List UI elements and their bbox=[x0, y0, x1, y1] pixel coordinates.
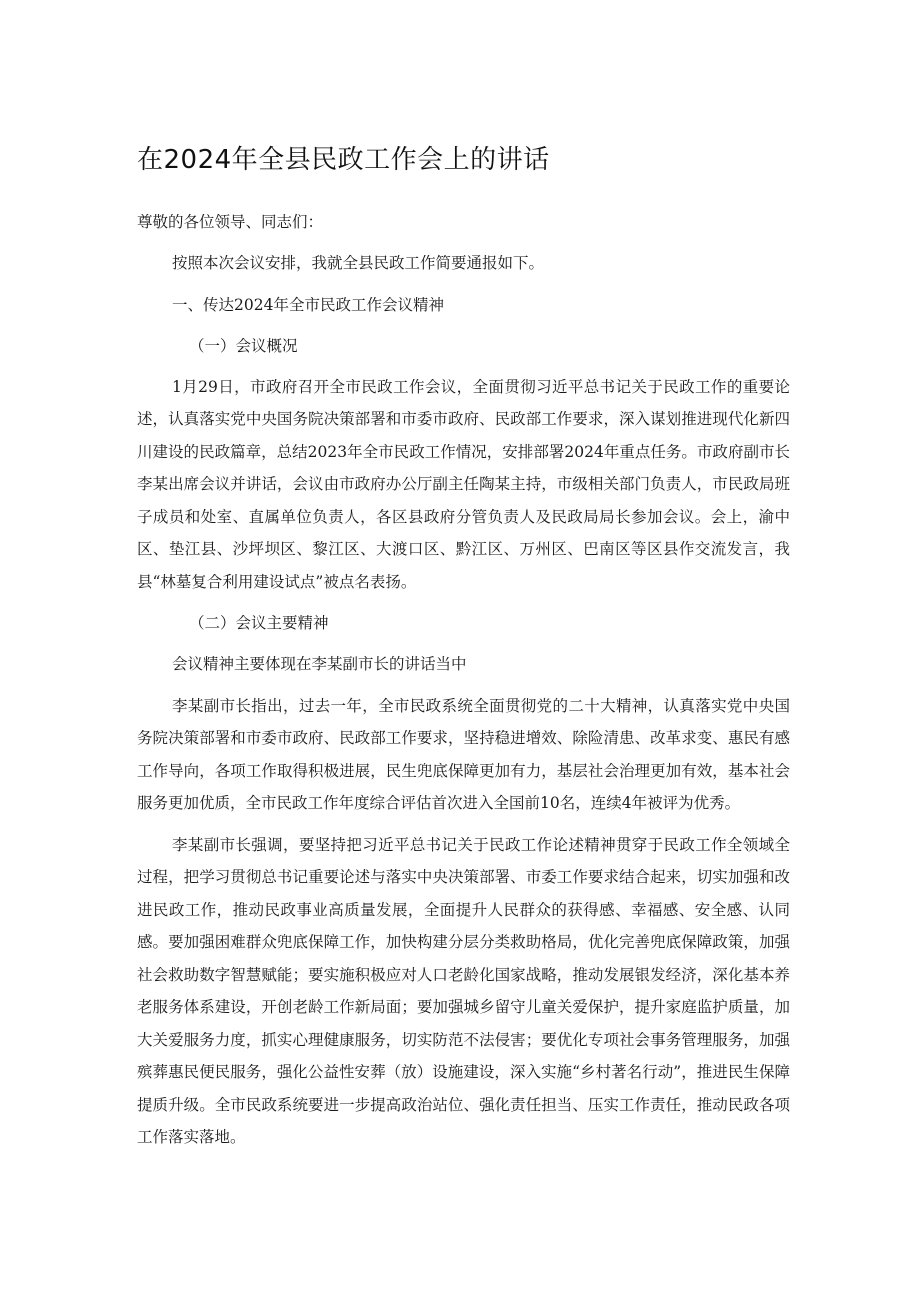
salutation: 尊敬的各位领导、同志们： bbox=[137, 213, 324, 231]
document-title: 在2024年全县民政工作会上的讲话 bbox=[137, 145, 550, 175]
intro-paragraph: 按照本次会议安排，我就全县民政工作简要通报如下。 bbox=[172, 254, 545, 272]
main-spirit-paragraph-3: 李某副市长强调，要坚持把习近平总书记关于民政工作论述精神贯穿于民政工作全领域全过程，把学习贯彻总书记重要论述与落实中央决策部署、市委工作要求结合起来，切实加强和改进民政工作，推动民政事业高质量发展，全面提升人民群众的获得感、幸福感、安全感、认同感。要加强困难群众兜底保障工作，加快构建分层分类救助格局，优化完善兜底保障政策，加强社会救助数字智慧赋能；要实施积极应对人口老龄化国家战略，推动发展银发经济，深化基本养老服务体系建设，开创老龄工作新局面；要加强城乡留守儿童关爱保护，提升家庭监护质量，加大关爱服务力度，抓实心理健康服务，切实防范不法侵害；要优化专项社会事务管理服务，加强殡葬惠民便民服务，强化公益性安葬（放）设施建设，深入实施“乡村著名行动”，推进民生保障提质升级。全市民政系统要进一步提高政治站位、强化责任担当、压实工作责任，推动民政各项工作落实落地。 bbox=[137, 835, 790, 1146]
main-spirit-paragraph-1: 会议精神主要体现在李某副市长的讲话当中 bbox=[172, 655, 467, 673]
overview-paragraph: 1月29日，市政府召开全市民政工作会议，全面贯彻习近平总书记关于民政工作的重要论述，认真落实党中央国务院决策部署和市委市政府、民政部工作要求，深入谋划推进现代化新四川建设的民政篇章，总结2023年全市民政工作情况，安排部署2024年重点任务。市政府副市长李某出席会议并讲话，会议由市政府办公厅副主任陶某主持，市级相关部门负责人，市民政局班子成员和处室、直属单位负责人，各区县政府分管负责人及民政局局长参加会议。会上，渝中区、垫江县、沙坪坝区、黎江区、大渡口区、黔江区、万州区、巴南区等区县作交流发言，我县“林墓复合利用建设试点”被点名表扬。 bbox=[137, 377, 790, 591]
main-spirit-paragraph-2: 李某副市长指出，过去一年，全市民政系统全面贯彻党的二十大精神，认真落实党中央国务院决策部署和市委市政府、民政部工作要求，坚持稳进增效、除险清患、改革求变、惠民有感工作导向，各项工作取得积极进展，民生兜底保障更加有力，基层社会治理更加有效，基本社会服务更加优质，全市民政工作年度综合评估首次进入全国前10名，连续4年被评为优秀。 bbox=[137, 696, 790, 812]
subsection-heading-main-spirit: （二）会议主要精神 bbox=[189, 614, 329, 632]
section-heading-1: 一、传达2024年全市民政工作会议精神 bbox=[172, 295, 444, 314]
subsection-heading-overview: （一）会议概况 bbox=[189, 336, 298, 355]
